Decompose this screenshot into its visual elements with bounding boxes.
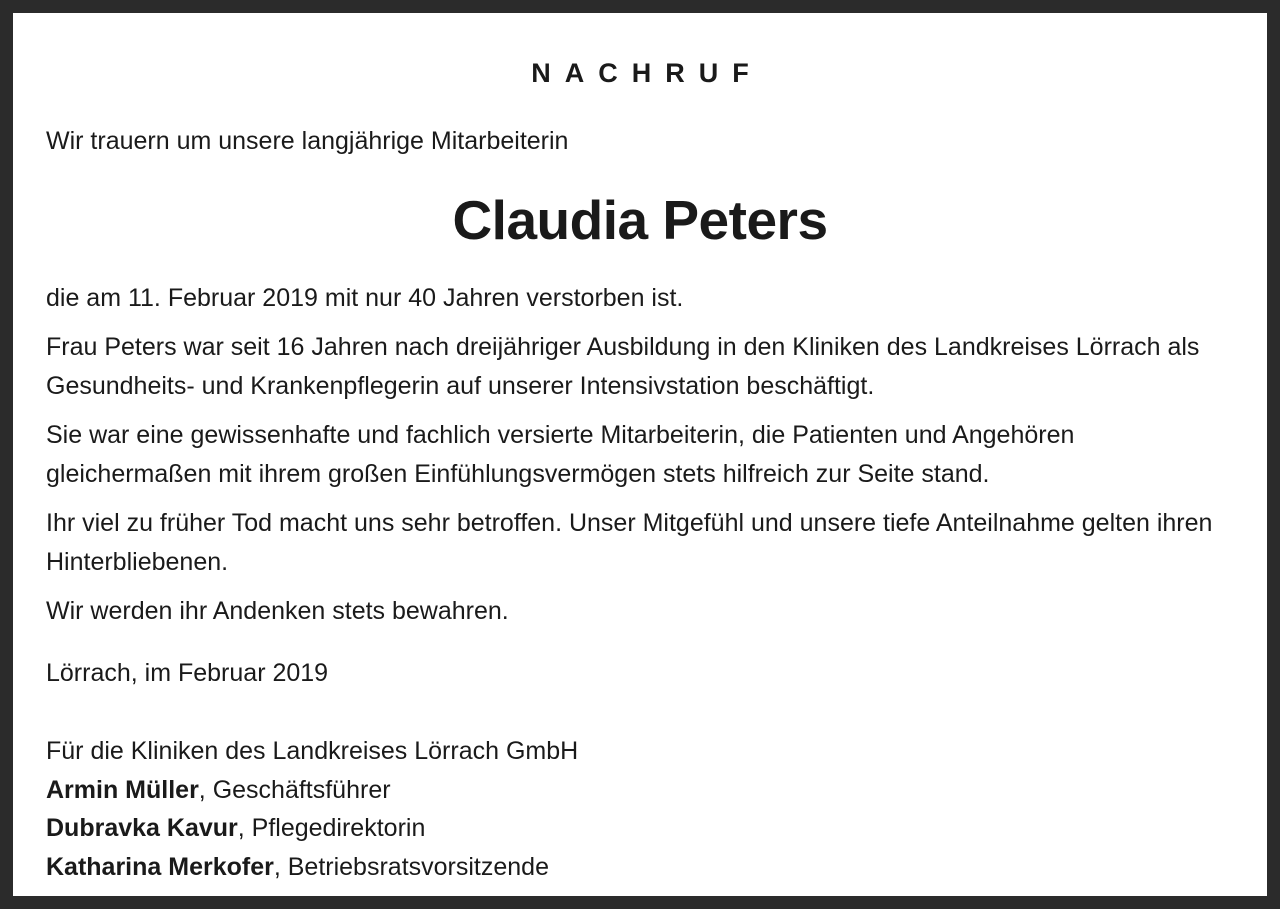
organization-line: Für die Kliniken des Landkreises Lörrach GmbH	[46, 737, 579, 765]
signatory-name: Katharina Merkofer	[46, 852, 274, 881]
signatory-role: , Geschäftsführer	[198, 775, 391, 804]
signatory-line	[46, 771, 578, 810]
intro-line: Wir trauern um unsere langjährige Mitarbeiterin	[46, 127, 569, 155]
paragraph-remembrance: Wir werden ihr Andenken stets bewahren.	[46, 597, 509, 625]
signatory-role: , Betriebsratsvorsitzende	[273, 852, 549, 881]
signatory-line	[46, 848, 578, 887]
deceased-name: Claudia Peters	[452, 189, 828, 251]
paragraph-character: Sie war eine gewissenhafte und fachlich versierte Mitarbeiterin, die Patienten und Angehören gleichermaßen mit ihrem großen Einfühlungsvermögen stets hilfreich zur Seite stand.	[46, 421, 1075, 488]
notice-heading: NACHRUF	[531, 58, 763, 88]
paragraph-career: Frau Peters war seit 16 Jahren nach dreijähriger Ausbildung in den Kliniken des Landkreises Lörrach als Gesundheits- und Krankenpflegerin auf unserer Intensivstation beschäftigt.	[46, 333, 1200, 400]
paragraph-death-date: die am 11. Februar 2019 mit nur 40 Jahren verstorben ist.	[46, 284, 684, 312]
obituary-notice	[13, 13, 1267, 896]
signatory-name: Dubravka Kavur	[46, 814, 238, 842]
dateline: Lörrach, im Februar 2019	[46, 659, 329, 687]
obituary-body	[46, 279, 1246, 703]
signatory-role: , Pflegedirektorin	[237, 814, 426, 842]
signoff-block	[46, 732, 578, 886]
signatory-name: Armin Müller	[46, 775, 199, 804]
signatory-line	[46, 809, 578, 848]
paragraph-condolence: Ihr viel zu früher Tod macht uns sehr betroffen. Unser Mitgefühl und unsere tiefe Anteilnahme gelten ihren Hinterbliebenen.	[46, 509, 1213, 576]
